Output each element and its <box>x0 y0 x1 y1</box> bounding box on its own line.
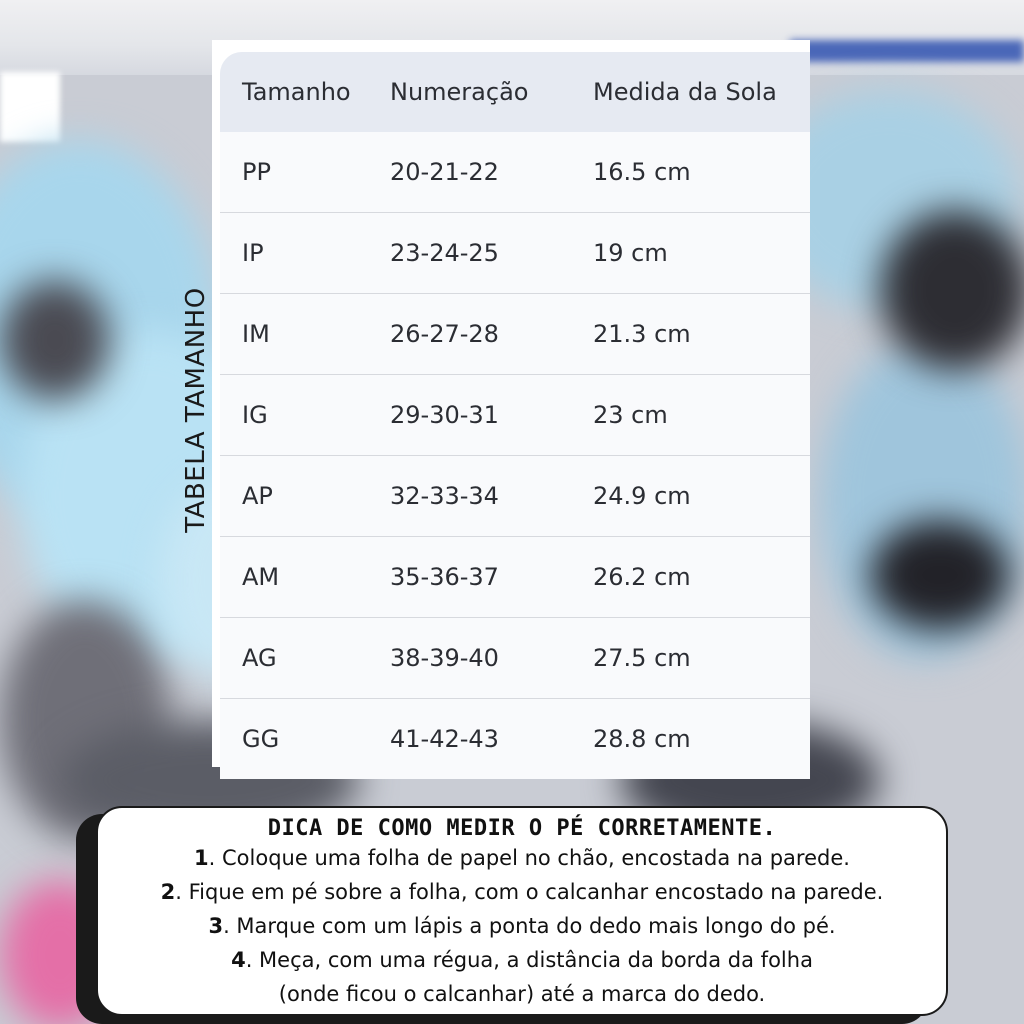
cell-sole-length: 21.3 cm <box>593 320 691 348</box>
tip-step <box>98 875 946 909</box>
step-text: . Marque com um lápis a ponta do dedo mais longo do pé. <box>223 914 836 938</box>
cell-sole-length: 19 cm <box>593 239 668 267</box>
table-header-row <box>220 52 810 132</box>
size-table-card <box>212 40 810 767</box>
cell-size: IG <box>242 401 268 429</box>
step-number: 3 <box>208 914 224 938</box>
cell-sole-length: 27.5 cm <box>593 644 691 672</box>
cell-numbering: 23-24-25 <box>390 239 499 267</box>
step-text: . Fique em pé sobre a folha, com o calcanhar encostado na parede. <box>175 880 884 904</box>
table-row <box>220 618 810 699</box>
tip-step <box>98 909 946 943</box>
cell-size: PP <box>242 158 271 186</box>
cell-numbering: 35-36-37 <box>390 563 499 591</box>
cell-sole-length: 16.5 cm <box>593 158 691 186</box>
cell-size: IP <box>242 239 264 267</box>
table-row <box>220 699 810 779</box>
tip-title: DICA DE COMO MEDIR O PÉ CORRETAMENTE. <box>267 816 777 841</box>
cell-size: AG <box>242 644 277 672</box>
table-row <box>220 537 810 618</box>
cell-size: GG <box>242 725 280 753</box>
step-text: . Meça, com uma régua, a distância da borda da folha <box>245 948 813 972</box>
cell-size: AM <box>242 563 280 591</box>
cell-size: IM <box>242 320 270 348</box>
table-row <box>220 213 810 294</box>
measuring-tip-box <box>96 806 948 1016</box>
cell-numbering: 29-30-31 <box>390 401 499 429</box>
step-number: 2 <box>160 880 176 904</box>
table-row <box>220 294 810 375</box>
header-tamanho: Tamanho <box>242 78 351 106</box>
cell-numbering: 26-27-28 <box>390 320 499 348</box>
cell-sole-length: 26.2 cm <box>593 563 691 591</box>
cell-numbering: 41-42-43 <box>390 725 499 753</box>
step-number: 1 <box>194 846 209 870</box>
size-table <box>220 52 810 779</box>
table-row <box>220 375 810 456</box>
cell-sole-length: 23 cm <box>593 401 668 429</box>
cell-numbering: 38-39-40 <box>390 644 499 672</box>
cell-sole-length: 28.8 cm <box>593 725 691 753</box>
table-row <box>220 456 810 537</box>
header-numeracao: Numeração <box>390 78 529 106</box>
cell-sole-length: 24.9 cm <box>593 482 691 510</box>
side-label-tabela-tamanho: TABELA TAMANHO <box>181 287 211 533</box>
cell-numbering: 32-33-34 <box>390 482 499 510</box>
cell-numbering: 20-21-22 <box>390 158 499 186</box>
tip-step <box>98 943 946 977</box>
header-medida-da-sola: Medida da Sola <box>593 78 777 106</box>
tip-step-continuation: (onde ficou o calcanhar) até a marca do dedo. <box>278 982 766 1006</box>
step-number: 4 <box>231 948 246 972</box>
cell-size: AP <box>242 482 273 510</box>
step-text: . Coloque uma folha de papel no chão, encostada na parede. <box>208 846 850 870</box>
tip-step <box>98 841 946 875</box>
table-row <box>220 132 810 213</box>
